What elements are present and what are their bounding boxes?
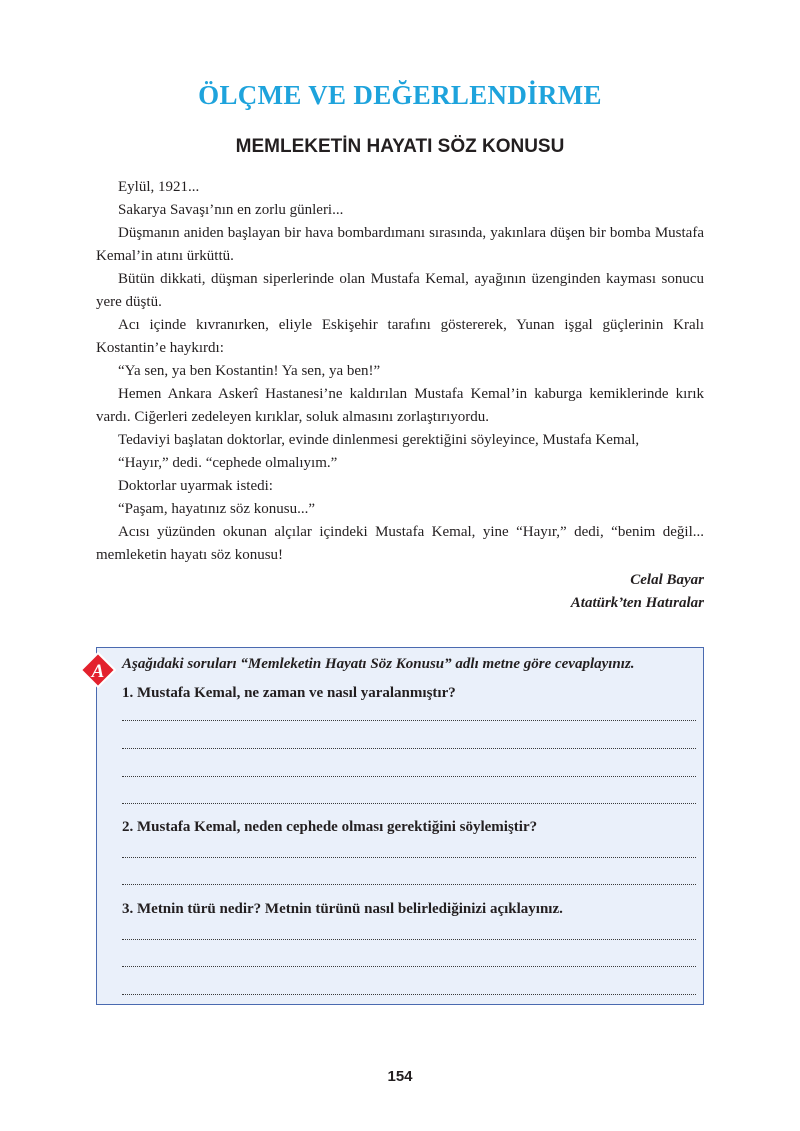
answer-line[interactable] — [122, 776, 696, 777]
question-3: 3. Metnin türü nedir? Metnin türünü nasıl belirlediğinizi açıklayınız. — [122, 901, 563, 917]
story-paragraph: Doktorlar uyarmak istedi: — [118, 478, 273, 494]
story-paragraph: Düşmanın aniden başlayan bir hava bombardımanı sırasında, yakınlara düşen bir bomba Mustafa Kemal’in atını ürküttü. — [96, 225, 704, 264]
story-paragraph: “Ya sen, ya ben Kostantin! Ya sen, ya ben!” — [118, 363, 381, 379]
story-paragraph: Acısı yüzünden okunan alçılar içindeki Mustafa Kemal, yine “Hayır,” dedi, “benim değil... memleketin hayatı söz konusu! — [96, 524, 704, 563]
answer-line[interactable] — [122, 803, 696, 804]
question-2: 2. Mustafa Kemal, neden cephede olması gerektiğini söylemiştir? — [122, 819, 538, 835]
section-a-badge-icon — [80, 652, 116, 688]
story-paragraph: “Hayır,” dedi. “cephede olmalıyım.” — [118, 455, 338, 471]
page-number: 154 — [387, 1068, 413, 1085]
author-name: Celal Bayar — [630, 572, 704, 588]
answer-line[interactable] — [122, 966, 696, 967]
story-paragraph: Sakarya Savaşı’nın en zorlu günleri... — [118, 202, 344, 218]
answer-line[interactable] — [122, 884, 696, 885]
story-paragraph: Tedaviyi başlatan doktorlar, evinde dinlenmesi gerektiğini söyleyince, Mustafa Kemal, — [118, 432, 640, 448]
question-1: 1. Mustafa Kemal, ne zaman ve nasıl yaralanmıştır? — [122, 685, 456, 701]
story-paragraph: Hemen Ankara Askerî Hastanesi’ne kaldırılan Mustafa Kemal’in kaburga kemiklerinde kırık vardı. Ciğerleri zedeleyen kırıklar, soluk almasını zorlaştırıyordu. — [96, 386, 704, 425]
answer-line[interactable] — [122, 994, 696, 995]
story-paragraph: “Paşam, hayatınız söz konusu...” — [118, 501, 316, 517]
exercise-instruction: Aşağıdaki soruları “Memleketin Hayatı Söz Konusu” adlı metne göre cevaplayınız. — [122, 656, 635, 672]
answer-line[interactable] — [122, 720, 696, 721]
story-paragraph: Acı içinde kıvranırken, eliyle Eskişehir tarafını göstererek, Yunan işgal güçlerinin Kralı Kostantin’e haykırdı: — [96, 317, 704, 356]
section-badge-letter: A — [91, 661, 105, 682]
story-paragraph: Eylül, 1921... — [118, 179, 200, 195]
answer-line[interactable] — [122, 939, 696, 940]
story-title: MEMLEKETİN HAYATI SÖZ KONUSU — [235, 136, 565, 157]
answer-line[interactable] — [122, 857, 696, 858]
story-text — [96, 176, 704, 615]
source-title: Atatürk’ten Hatıralar — [570, 595, 704, 611]
story-paragraph: Bütün dikkati, düşman siperlerinde olan Mustafa Kemal, ayağının üzenginden kayması sonucu yere düştü. — [96, 271, 704, 310]
answer-line[interactable] — [122, 748, 696, 749]
page-heading: ÖLÇME VE DEĞERLENDİRME — [198, 80, 602, 110]
